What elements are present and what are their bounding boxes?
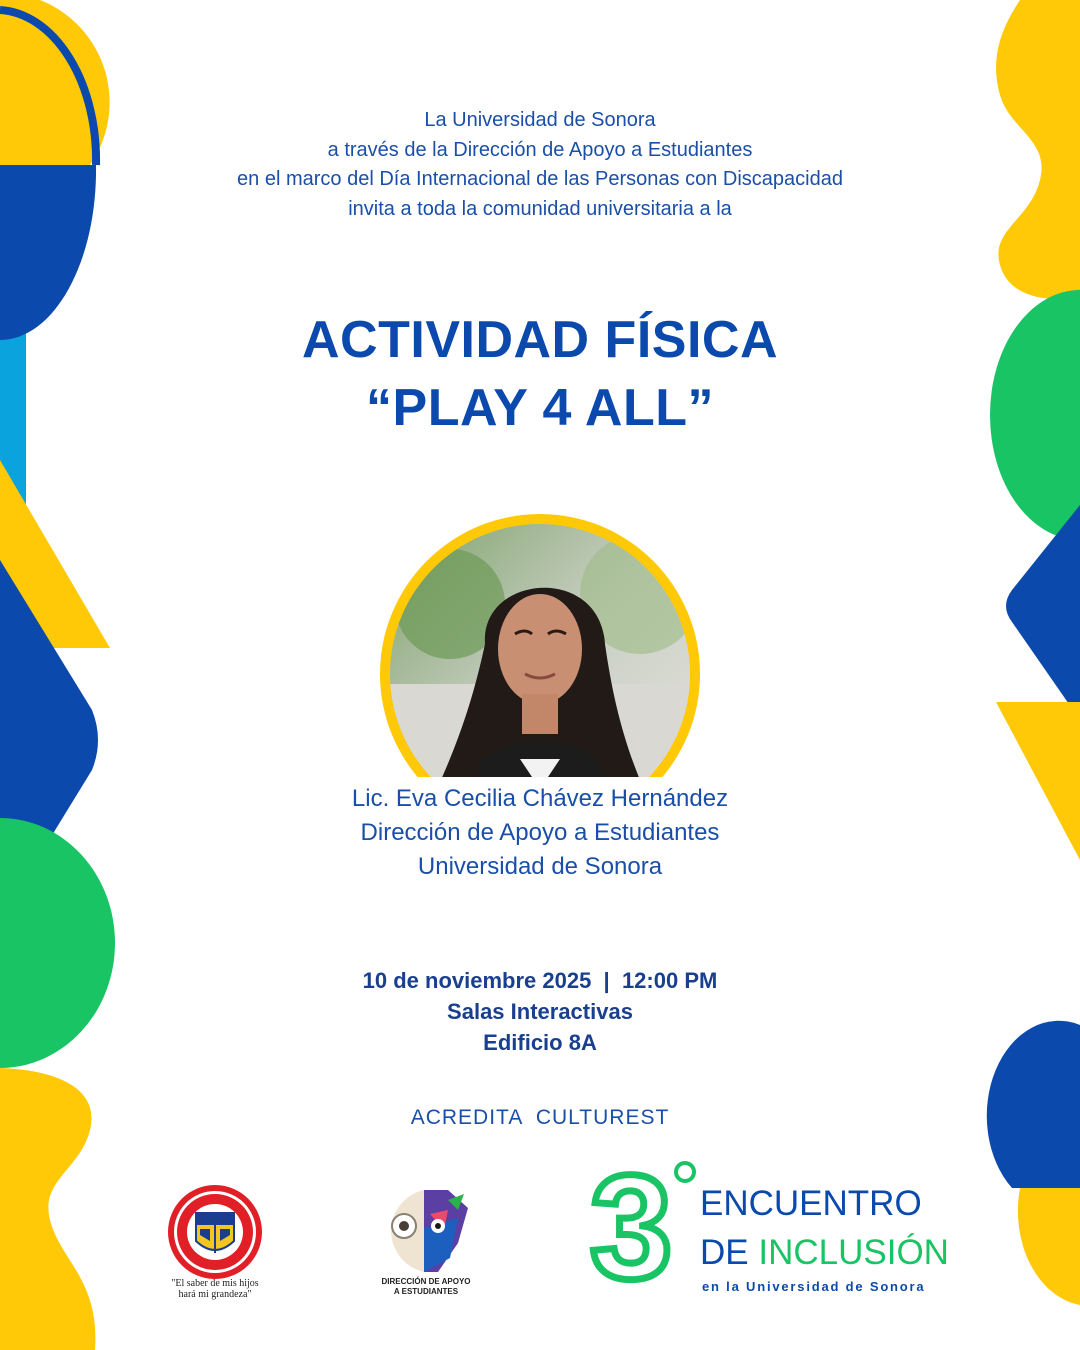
degree-icon <box>676 1163 694 1181</box>
event-building: Edificio 8A <box>483 1030 597 1055</box>
encuentro-line-2-highlight: INCLUSIÓN <box>758 1233 949 1272</box>
encuentro-line-2-prefix: DE <box>700 1233 759 1272</box>
unison-motto <box>150 1278 280 1300</box>
right-blue-diamond <box>1006 505 1080 720</box>
encuentro-line-2 <box>700 1233 949 1273</box>
title-line-1: ACTIVIDAD FÍSICA <box>302 311 778 369</box>
dae-caption-line: DIRECCIÓN DE APOYO <box>381 1277 471 1286</box>
speaker-institution: Universidad de Sonora <box>417 853 663 880</box>
motto-line: hará mi grandeza" <box>178 1289 252 1300</box>
unison-seal-logo <box>166 1183 264 1281</box>
dae-caption <box>366 1277 486 1297</box>
encuentro-number-logo <box>582 1148 702 1298</box>
acredita-label: ACREDITA CULTUREST <box>410 1106 670 1129</box>
encuentro-number: 3 <box>590 1148 673 1298</box>
event-details <box>0 965 1080 1058</box>
speaker-name: Lic. Eva Cecilia Chávez Hernández <box>351 785 729 812</box>
dae-owl-logo <box>378 1188 470 1274</box>
intro-line: a través de la Dirección de Apoyo a Estudiantes <box>327 138 753 161</box>
event-title <box>0 306 1080 442</box>
intro-line: invita a toda la comunidad universitaria a la <box>348 197 732 220</box>
intro-text <box>0 106 1080 224</box>
speaker-department: Dirección de Apoyo a Estudiantes <box>360 819 720 846</box>
intro-line: en el marco del Día Internacional de las Personas con Discapacidad <box>237 168 843 190</box>
motto-line: "El saber de mis hijos <box>171 1278 259 1289</box>
right-yellow-quarter <box>1018 1188 1080 1305</box>
event-date-time: 10 de noviembre 2025 | 12:00 PM <box>362 968 718 993</box>
intro-line: La Universidad de Sonora <box>424 109 656 131</box>
title-line-2: “PLAY 4 ALL” <box>366 379 714 437</box>
encuentro-line-1: ENCUENTRO <box>700 1184 922 1223</box>
event-venue: Salas Interactivas <box>447 999 633 1024</box>
dae-caption-line: A ESTUDIANTES <box>393 1287 459 1296</box>
speaker-info <box>0 782 1080 884</box>
encuentro-subtitle: en la Universidad de Sonora <box>702 1279 926 1294</box>
